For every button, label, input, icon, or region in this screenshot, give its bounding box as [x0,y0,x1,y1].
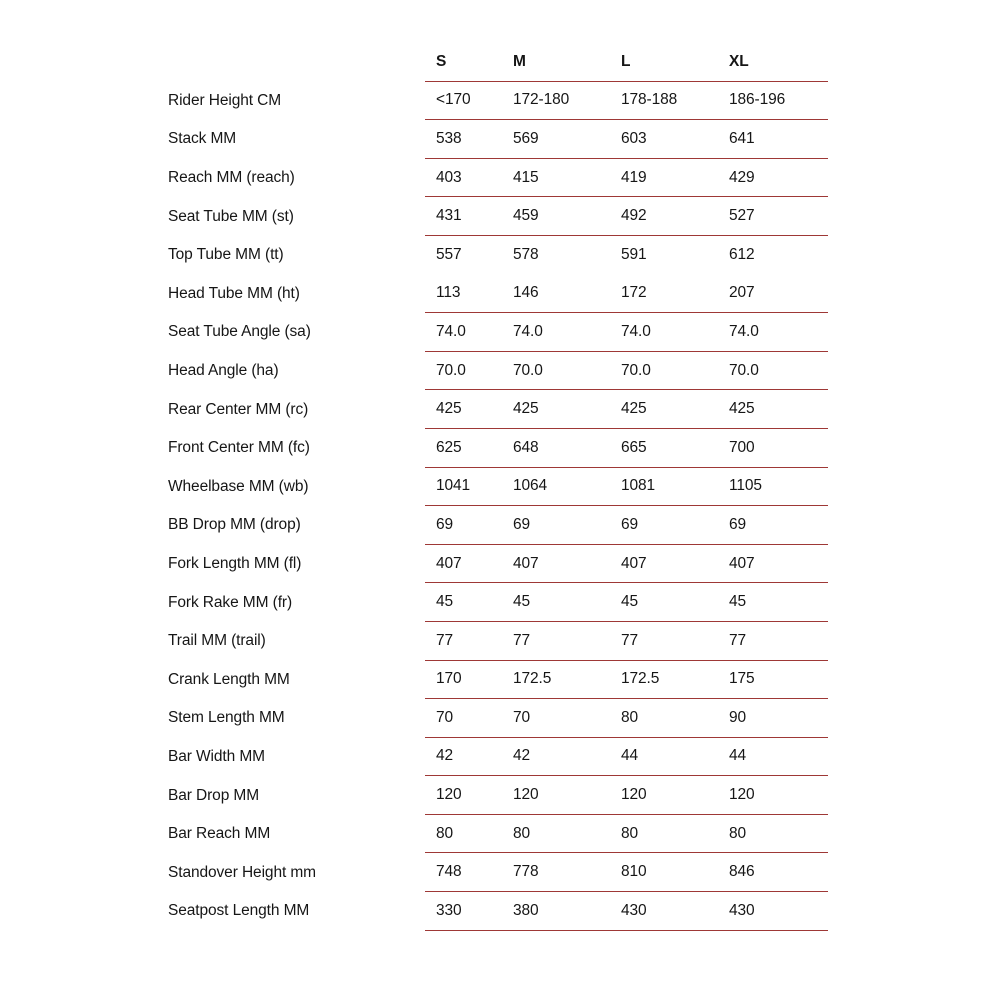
row-value: 80 [621,708,639,726]
table-row [168,506,828,545]
row-values [425,776,828,815]
row-value: 810 [621,863,647,881]
row-value: 74.0 [729,322,759,340]
row-value: 70.0 [513,361,543,379]
row-value: 425 [621,400,647,418]
table-row [168,120,828,159]
row-value: 74.0 [513,322,543,340]
row-value: 430 [729,901,755,919]
row-label: BB Drop MM (drop) [168,516,301,534]
table-row [168,622,828,661]
row-values [425,120,828,159]
row-value: 429 [729,168,755,186]
table-row [168,468,828,507]
row-value: 44 [621,747,639,765]
row-values [425,583,828,622]
row-value: 120 [436,786,462,804]
table-row [168,583,828,622]
row-values [425,236,828,275]
row-value: 578 [513,245,539,263]
table-body [168,82,828,931]
row-value: <170 [436,91,471,109]
row-label: Crank Length MM [168,670,290,688]
row-value: 665 [621,438,647,456]
row-value: 77 [436,631,454,649]
size-column-header: M [513,52,526,70]
row-label: Fork Length MM (fl) [168,555,302,573]
row-value: 120 [729,786,755,804]
table-row [168,159,828,198]
row-value: 77 [729,631,747,649]
row-value: 569 [513,129,539,147]
table-row [168,352,828,391]
row-values [425,622,828,661]
row-value: 430 [621,901,647,919]
row-label: Bar Width MM [168,747,265,765]
row-value: 170 [436,670,462,688]
row-label: Top Tube MM (tt) [168,246,284,264]
row-values [425,275,828,314]
table-row [168,275,828,314]
row-value: 380 [513,901,539,919]
row-values [425,197,828,236]
row-value: 459 [513,207,539,225]
row-values [425,699,828,738]
row-value: 74.0 [436,322,466,340]
row-label: Standover Height mm [168,863,316,881]
row-value: 80 [436,824,454,842]
row-value: 1081 [621,477,656,495]
size-column-header: L [621,52,631,70]
row-label: Seat Tube Angle (sa) [168,323,311,341]
row-value: 69 [436,515,454,533]
row-value: 178-188 [621,91,678,109]
row-values [425,506,828,545]
row-value: 70 [436,708,454,726]
row-value: 45 [621,593,639,611]
row-value: 45 [729,593,747,611]
row-value: 330 [436,901,462,919]
table-row [168,197,828,236]
table-row [168,853,828,892]
table-header-row [168,43,828,82]
row-label: Stack MM [168,130,237,148]
row-value: 1064 [513,477,548,495]
row-values [425,390,828,429]
row-value: 1105 [729,477,762,495]
row-value: 146 [513,284,539,302]
size-column-header: S [436,52,447,70]
table-row [168,429,828,468]
row-value: 69 [729,515,747,533]
row-value: 113 [436,284,461,302]
row-label: Head Tube MM (ht) [168,284,300,302]
row-value: 70.0 [436,361,466,379]
table-row [168,390,828,429]
row-value: 120 [621,786,647,804]
row-label: Front Center MM (fc) [168,439,310,457]
table-row [168,892,828,931]
row-value: 77 [621,631,639,649]
row-label: Bar Drop MM [168,786,260,804]
row-value: 603 [621,129,647,147]
row-value: 120 [513,786,539,804]
row-value: 425 [513,400,539,418]
row-value: 407 [436,554,462,572]
row-value: 207 [729,284,755,302]
row-value: 625 [436,438,462,456]
row-values [425,853,828,892]
row-value: 425 [729,400,755,418]
row-values [425,738,828,777]
row-value: 42 [513,747,531,765]
row-value: 407 [513,554,539,572]
row-value: 431 [436,207,462,225]
row-value: 74.0 [621,322,651,340]
row-value: 70.0 [729,361,759,379]
row-values [425,815,828,854]
table-row [168,776,828,815]
row-value: 407 [621,554,647,572]
row-label: Seat Tube MM (st) [168,207,294,225]
row-value: 80 [513,824,531,842]
table-row [168,738,828,777]
table-row [168,236,828,275]
row-value: 527 [729,207,755,225]
row-value: 538 [436,129,462,147]
row-value: 80 [621,824,639,842]
row-value: 69 [621,515,639,533]
row-value: 403 [436,168,462,186]
header-spacer [168,43,425,82]
table-row [168,545,828,584]
row-value: 492 [621,207,647,225]
row-value: 1041 [436,477,471,495]
row-value: 80 [729,824,747,842]
row-value: 175 [729,670,755,688]
row-value: 45 [513,593,531,611]
row-value: 172.5 [621,670,660,688]
row-label: Fork Rake MM (fr) [168,593,293,611]
table-row [168,815,828,854]
row-value: 44 [729,747,747,765]
row-value: 591 [621,245,647,263]
row-label: Head Angle (ha) [168,362,279,380]
row-value: 172 [621,284,647,302]
row-value: 70.0 [621,361,651,379]
table-row [168,699,828,738]
row-value: 648 [513,438,539,456]
row-value: 90 [729,708,747,726]
row-values [425,468,828,507]
row-values [425,892,828,931]
row-value: 612 [729,245,755,263]
row-label: Stem Length MM [168,709,285,727]
row-value: 45 [436,593,454,611]
row-label: Reach MM (reach) [168,169,295,187]
row-label: Trail MM (trail) [168,632,266,650]
row-value: 846 [729,863,755,881]
row-values [425,159,828,198]
size-column-header: XL [729,52,749,70]
row-value: 172.5 [513,670,552,688]
row-value: 425 [436,400,462,418]
row-label: Wheelbase MM (wb) [168,477,309,495]
table-row [168,661,828,700]
row-values [425,313,828,352]
row-value: 641 [729,129,755,147]
row-value: 42 [436,747,454,765]
size-header-cells [425,43,828,82]
row-value: 778 [513,863,539,881]
row-value: 748 [436,863,462,881]
row-value: 69 [513,515,531,533]
table-row [168,82,828,121]
row-values [425,429,828,468]
row-value: 419 [621,168,647,186]
row-value: 77 [513,631,531,649]
row-label: Seatpost Length MM [168,902,310,920]
row-value: 172-180 [513,91,570,109]
row-label: Bar Reach MM [168,825,271,843]
row-values [425,661,828,700]
row-value: 415 [513,168,539,186]
row-value: 557 [436,245,462,263]
row-value: 186-196 [729,91,786,109]
row-values [425,352,828,391]
table-row [168,313,828,352]
row-label: Rear Center MM (rc) [168,400,309,418]
row-value: 407 [729,554,755,572]
row-value: 700 [729,438,755,456]
geometry-table [168,43,828,931]
row-label: Rider Height CM [168,91,282,109]
row-value: 70 [513,708,531,726]
row-values [425,545,828,584]
row-values [425,82,828,121]
